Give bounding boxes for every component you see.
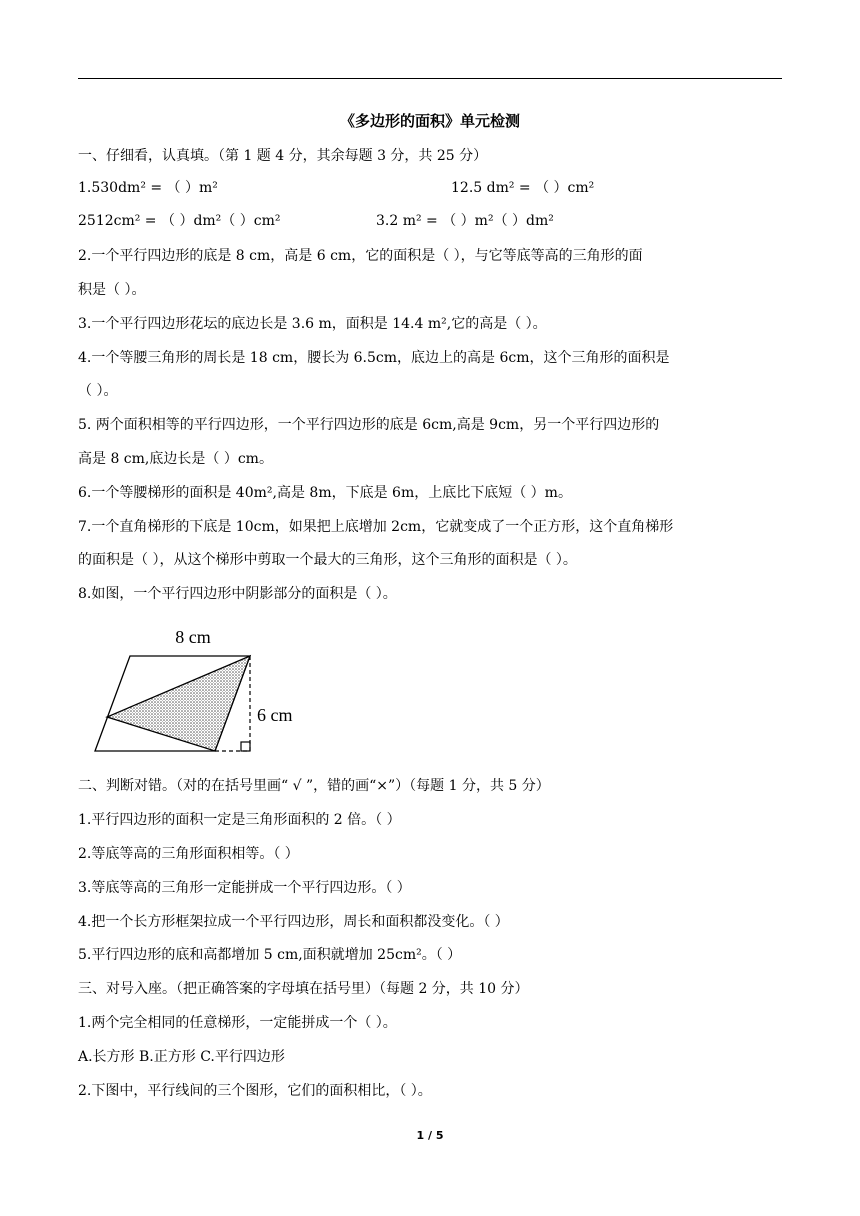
question-1c: 2512cm² = （ ）dm²（ ）cm² (78, 213, 281, 229)
question-1d: 3.2 m² = （ ）m²（ ）dm² (376, 213, 554, 229)
choice-question-1: 1.两个完全相同的任意梯形，一定能拼成一个（ ）。 (78, 1015, 397, 1031)
height-length-label: 6 cm (257, 705, 293, 725)
judge-item-4: 4.把一个长方形框架拉成一个平行四边形，周长和面积都没变化。（ ） (78, 914, 509, 930)
base-length-label: 8 cm (175, 627, 211, 647)
question-4-line-1: 4.一个等腰三角形的周长是 18 cm，腰长为 6.5cm，底边上的高是 6cm，这个三角形的面积是 (78, 350, 670, 366)
section2-heading: 二、判断对错。（对的在括号里画“ √ ”，错的画“×”）（每题 1 分，共 5 分） (78, 778, 550, 794)
question-7-line-1: 7.一个直角梯形的下底是 10cm，如果把上底增加 2cm，它就变成了一个正方形，这个直角梯形 (78, 519, 674, 535)
page-number: 1 / 5 (416, 1129, 444, 1142)
question-8: 8.如图，一个平行四边形中阴影部分的面积是（ ）。 (78, 586, 397, 602)
question-5-line-1: 5. 两个面积相等的平行四边形，一个平行四边形的底是 6cm,高是 9cm，另一个平行四边形的 (78, 417, 660, 433)
question-3: 3.一个平行四边形花坛的底边长是 3.6 m，面积是 14.4 m²,它的高是（ ）。 (78, 316, 547, 332)
question-6: 6.一个等腰梯形的面积是 40m²,高是 8m，下底是 6m，上底比下底短（ ）m。 (78, 485, 572, 501)
judge-item-2: 2.等底等高的三角形面积相等。（ ） (78, 846, 299, 862)
header-rule (78, 78, 782, 79)
question-5-line-2: 高是 8 cm,底边长是（ ）cm。 (78, 451, 273, 467)
right-angle-mark (241, 742, 250, 751)
question-2-line-1: 2.一个平行四边形的底是 8 cm，高是 6 cm，它的面积是（ ），与它等底等高的三角形的面 (78, 248, 643, 264)
question-4-line-2: （ ）。 (78, 383, 118, 399)
parallelogram-figure (85, 620, 320, 760)
page-title: 《多边形的面积》单元检测 (339, 112, 520, 130)
judge-item-3: 3.等底等高的三角形一定能拼成一个平行四边形。（ ） (78, 880, 411, 896)
judge-item-5: 5.平行四边形的底和高都增加 5 cm,面积就增加 25cm²。（ ） (78, 947, 462, 963)
question-2-line-2: 积是（ ）。 (78, 282, 146, 298)
judge-item-1: 1.平行四边形的面积一定是三角形面积的 2 倍。（ ） (78, 812, 401, 828)
section1-heading: 一、仔细看，认真填。（第 1 题 4 分，其余每题 3 分，共 25 分） (78, 148, 488, 164)
question-1-row-1 (78, 178, 782, 198)
section3-heading: 三、对号入座。（把正确答案的字母填在括号里）（每题 2 分，共 10 分） (78, 981, 529, 997)
shaded-triangle (107, 656, 250, 751)
choice-question-2: 2.下图中，平行线间的三个图形，它们的面积相比，（ ）。 (78, 1083, 432, 1099)
question-1b: 12.5 dm² = （ ）cm² (451, 180, 595, 196)
question-1a: 1.530dm² = （ ）m² (78, 180, 218, 196)
question-7-line-2: 的面积是（ ），从这个梯形中剪取一个最大的三角形，这个三角形的面积是（ ）。 (78, 552, 577, 568)
choice-question-1-options: A.长方形 B.正方形 C.平行四边形 (78, 1049, 285, 1065)
question-1-row-2 (78, 211, 782, 231)
